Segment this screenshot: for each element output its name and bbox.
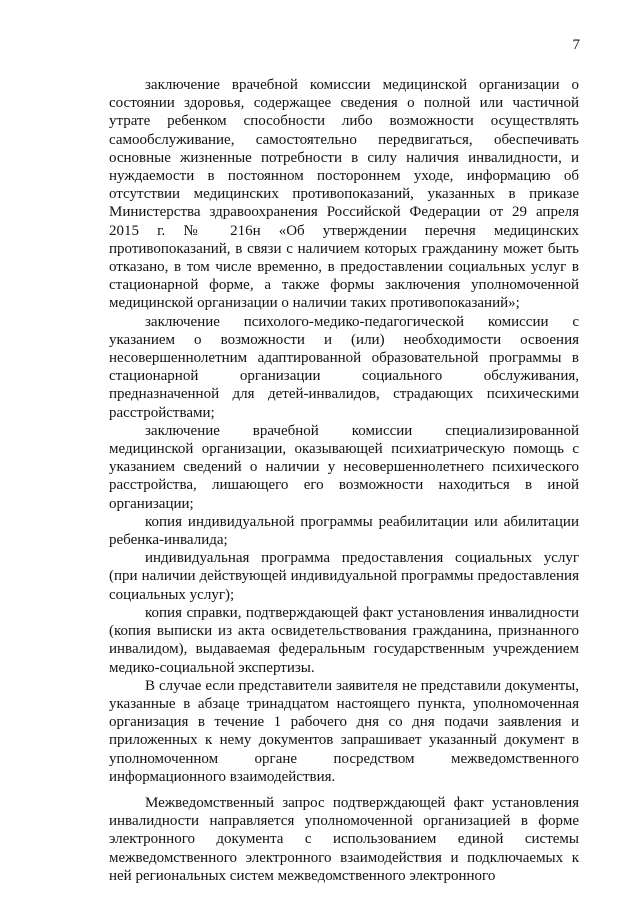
page-number: 7 bbox=[572, 37, 580, 53]
paragraph-medical-commission-conclusion: заключение врачебной комиссии медицинской организации о состоянии здоровья, содержащее сведения о полной или частичной утрате ребенком способности либо возможности осуществлять самообслуживание, самостоятельно передвигаться, обеспечивать основные жизненные потребности в силу наличия инвалидности, и нуждаемости в постоянном постороннем уходе, информацию об отсутствии медицинских противопоказаний, указанных в приказе Министерства здравоохранения Российской Федерации от 29 апреля 2015 г. № 216н «Об утверждении перечня медицинских противопоказаний, в связи с наличием которых гражданину может быть отказано, в том числе временно, в предоставлении социальных услуг в стационарной форме, а также формы заключения уполномоченной медицинской организации о наличии таких противопоказаний»; bbox=[109, 77, 579, 312]
paragraph-rehabilitation-program: копия индивидуальной программы реабилитации или абилитации ребенка-инвалида; bbox=[109, 513, 579, 549]
paragraph-disability-certificate: копия справки, подтверждающей факт установления инвалидности (копия выписки из акта освидетельствования гражданина, признанного инвалидом), выдаваемая федеральным государственным учреждением медико-социальной экспертизы. bbox=[109, 604, 579, 676]
paragraph-social-services-program: индивидуальная программа предоставления социальных услуг (при наличии действующей индивидуальной программы предоставления социальных услуг); bbox=[109, 550, 579, 603]
document-body bbox=[109, 76, 579, 885]
paragraph-pmpk-conclusion: заключение психолого-медико-педагогической комиссии с указанием о возможности и (или) необходимости освоения несовершеннолетним адаптированной образовательной программы в стационарной организации социального обслуживания, предназначенной для детей-инвалидов, страдающих психическими расстройствами; bbox=[109, 313, 579, 421]
paragraph-psychiatric-conclusion: заключение врачебной комиссии специализированной медицинской организации, оказывающей психиатрическую помощь с указанием сведений о наличии у несовершеннолетнего психического расстройства, лишающего его возможности находиться в иной организации; bbox=[109, 422, 579, 512]
paragraph-interagency-request: Межведомственный запрос подтверждающей факт установления инвалидности направляется уполномоченной организацией в форме электронного документа с использованием единой системы межведомственного электронного взаимодействия и подключаемых к ней региональных систем межведомственного электронного bbox=[109, 794, 579, 884]
paragraph-missing-documents: В случае если представители заявителя не представили документы, указанные в абзаце тринадцатом настоящего пункта, уполномоченная организация в течение 1 рабочего дня со дня подачи заявления и приложенных к нему документов запрашивает указанный документ в уполномоченном органе посредством межведомственного информационного взаимодействия. bbox=[109, 677, 579, 785]
